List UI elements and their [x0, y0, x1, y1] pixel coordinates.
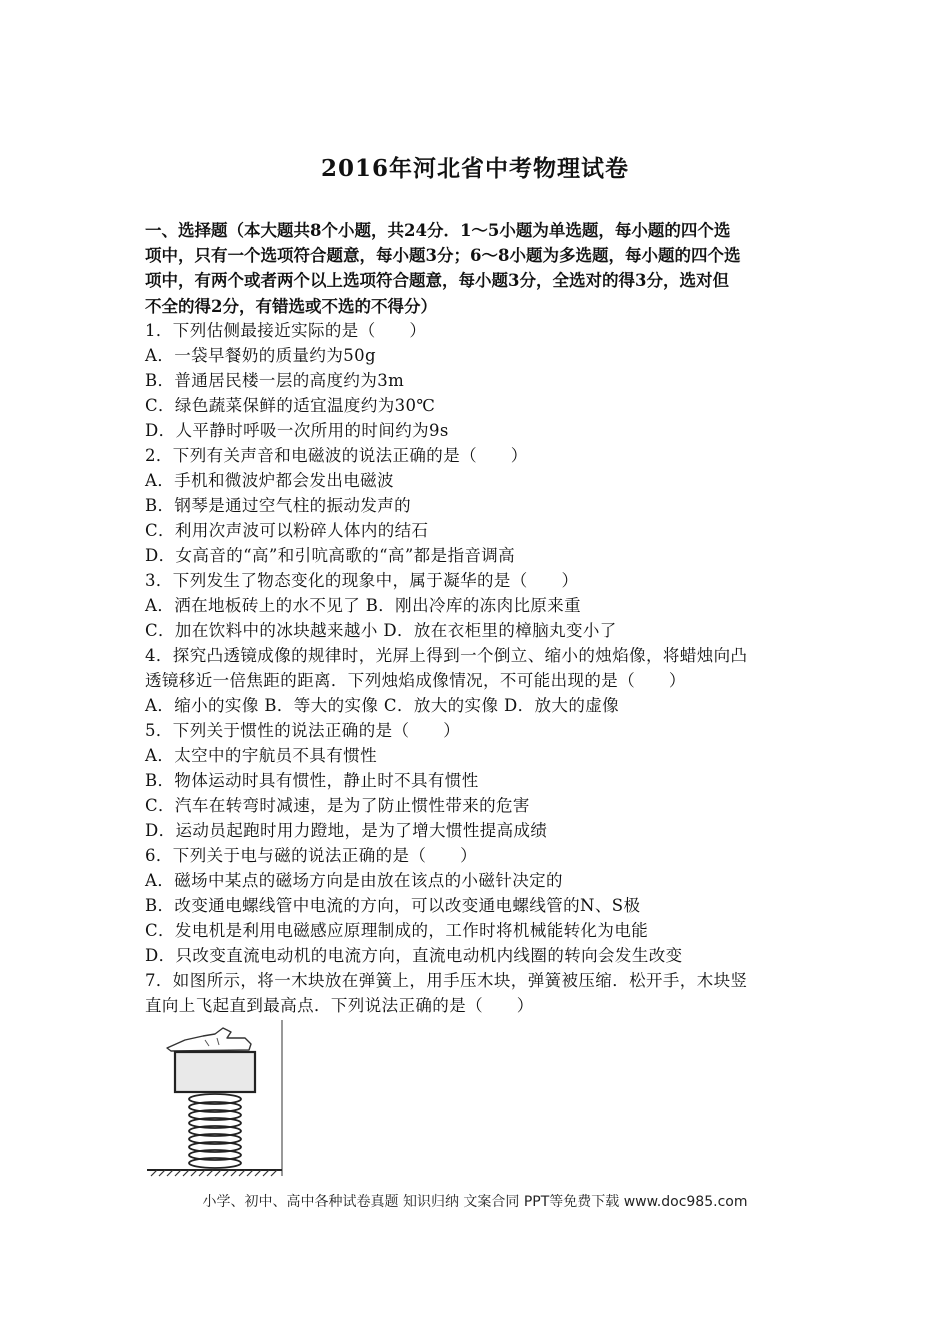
option-line: D．女高音的“高”和引吭高歌的“高”都是指音调高 [145, 546, 516, 565]
hand-icon [167, 1028, 251, 1051]
spring-icon [189, 1094, 241, 1168]
option-line: A．太空中的宇航员不具有惯性 [145, 746, 378, 765]
section-heading: 一、选择题（本大题共8个小题，共24分．1～5小题为单选题，每小题的四个选 项中，只有一个选项符合题意，每小题3分；6～8小题为多选题，每小题的四个选 项中，有两个或者两个以上选项符合题意，每小题3分，全选对的得3分，选对但 不全的得2分，有错选或不选的不得分） [145, 221, 741, 316]
question-line: 3．下列发生了物态变化的现象中，属于凝华的是（ ） [145, 571, 579, 590]
option-line: A．一袋早餐奶的质量约为50g [145, 346, 376, 365]
spring-block-figure [145, 1018, 290, 1184]
option-line: B．物体运动时具有惯性，静止时不具有惯性 [145, 771, 479, 790]
option-line: A．洒在地板砖上的水不见了 B．刚出冷库的冻肉比原来重 [145, 596, 582, 615]
question-line: 2．下列有关声音和电磁波的说法正确的是（ ） [145, 446, 528, 465]
question-line: 5．下列关于惯性的说法正确的是（ ） [145, 721, 461, 740]
option-line: C．加在饮料中的冰块越来越小 D．放在衣柜里的樟脑丸变小了 [145, 621, 617, 640]
option-line: C．绿色蔬菜保鲜的适宜温度约为30℃ [145, 396, 436, 415]
question-list [145, 318, 825, 1018]
option-line: D．只改变直流电动机的电流方向，直流电动机内线圈的转向会发生改变 [145, 946, 683, 965]
option-line: D．运动员起跑时用力蹬地，是为了增大惯性提高成绩 [145, 821, 548, 840]
question-line: 6．下列关于电与磁的说法正确的是（ ） [145, 846, 477, 865]
option-line: B．普通居民楼一层的高度约为3m [145, 371, 405, 390]
question-line: 直向上飞起直到最高点．下列说法正确的是（ ） [145, 996, 534, 1015]
question-line: 1．下列估侧最接近实际的是（ ） [145, 321, 427, 340]
question-line: 4．探究凸透镜成像的规律时，光屏上得到一个倒立、缩小的烛焰像，将蜡烛向凸 [145, 646, 748, 665]
option-line: C．汽车在转弯时减速，是为了防止惯性带来的危害 [145, 796, 530, 815]
page-title: 2016年河北省中考物理试卷 [320, 155, 629, 182]
option-line: C．发电机是利用电磁感应原理制成的，工作时将机械能转化为电能 [145, 921, 649, 940]
option-line: D．人平静时呼吸一次所用的时间约为9s [145, 421, 449, 440]
option-line: A．缩小的实像 B．等大的实像 C．放大的实像 D．放大的虚像 [145, 696, 620, 715]
page-footer: 小学、初中、高中各种试卷真题 知识归纳 文案合同 PPT等免费下载 www.doc985.com [202, 1194, 748, 1210]
option-line: C．利用次声波可以粉碎人体内的结石 [145, 521, 429, 540]
option-line: A．磁场中某点的磁场方向是由放在该点的小磁针决定的 [145, 871, 563, 890]
question-line: 7．如图所示，将一木块放在弹簧上，用手压木块，弹簧被压缩．松开手，木块竖 [145, 971, 748, 990]
option-line: A．手机和微波炉都会发出电磁波 [145, 471, 394, 490]
option-line: B．钢琴是通过空气柱的振动发声的 [145, 496, 412, 515]
question-line: 透镜移近一倍焦距的距离．下列烛焰成像情况，不可能出现的是（ ） [145, 671, 686, 690]
wood-block [175, 1052, 255, 1092]
option-line: B．改变通电螺线管中电流的方向，可以改变通电螺线管的N、S极 [145, 896, 641, 915]
